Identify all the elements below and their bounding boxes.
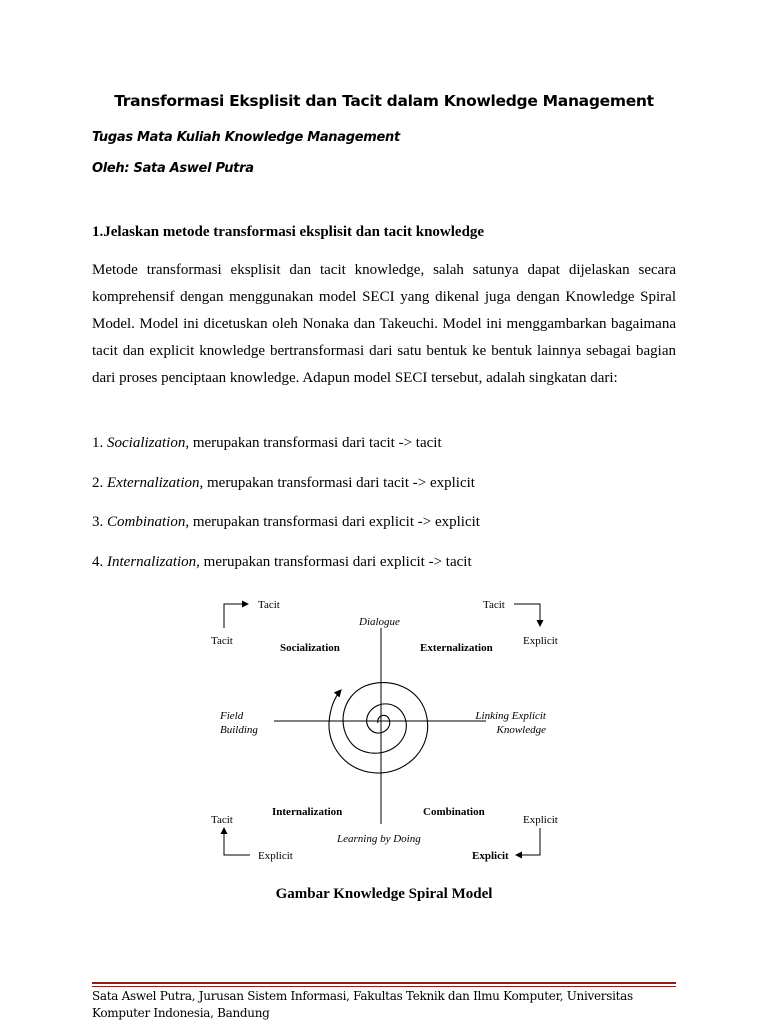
- corner-arrow-bottom-right: [516, 828, 540, 855]
- footer-text: Sata Aswel Putra, Jurusan Sistem Informasi, Fakultas Teknik dan Ilmu Komputer, Universitas Komputer Indonesia, Bandung: [92, 989, 633, 1020]
- quadrant-combination: Combination: [423, 806, 485, 818]
- label-bottom-right-to: Explicit: [472, 850, 509, 862]
- knowledge-spiral: [329, 683, 428, 773]
- list-desc: , merupakan transformasi dari explicit -> explicit: [185, 514, 480, 530]
- label-bottom-left-to: Tacit: [211, 814, 233, 826]
- footer-divider-thin: [92, 986, 676, 987]
- list-term: Externalization: [107, 475, 200, 491]
- label-top-right-from: Tacit: [483, 599, 505, 611]
- list-term: Combination: [107, 514, 186, 530]
- quadrant-internalization: Internalization: [272, 806, 343, 818]
- axis-label-knowledge: Knowledge: [496, 724, 546, 736]
- quadrant-socialization: Socialization: [280, 642, 340, 654]
- axis-label-field: Field: [220, 710, 244, 722]
- label-top-left-to: Tacit: [258, 599, 280, 611]
- list-number: 3.: [92, 514, 107, 530]
- list-desc: , merupakan transformasi dari tacit -> explicit: [199, 475, 475, 491]
- list-item: [92, 435, 442, 452]
- document-title: Transformasi Eksplisit dan Tacit dalam Knowledge Management: [114, 92, 654, 110]
- label-top-right-to: Explicit: [523, 635, 558, 647]
- corner-arrow-top-left: [224, 604, 248, 628]
- figure-caption: Gambar Knowledge Spiral Model: [275, 886, 493, 902]
- section-heading: 1.Jelaskan metode transformasi eksplisit dan tacit knowledge: [92, 224, 485, 240]
- list-term: Internalization: [107, 554, 197, 570]
- author-line: Oleh: Sata Aswel Putra: [92, 161, 254, 176]
- axis-label-building: Building: [220, 724, 258, 736]
- footer-divider: [92, 982, 676, 984]
- label-bottom-right-from: Explicit: [523, 814, 558, 826]
- list-item: [92, 475, 475, 492]
- axis-label-learning-by-doing: Learning by Doing: [337, 833, 421, 845]
- list-number: 2.: [92, 475, 107, 491]
- course-line: Tugas Mata Kuliah Knowledge Management: [92, 130, 400, 145]
- list-number: 1.: [92, 435, 107, 451]
- axis-label-linking-explicit: Linking Explicit: [475, 710, 546, 722]
- list-desc: , merupakan transformasi dari tacit -> tacit: [185, 435, 442, 451]
- label-top-left-from: Tacit: [211, 635, 233, 647]
- list-item: [92, 514, 480, 531]
- body-paragraph: Metode transformasi eksplisit dan tacit knowledge, salah satunya dapat dijelaskan secara komprehensif dengan menggunakan model SECI yang dikenal juga dengan Knowledge Spiral Model. Model ini dicetuskan oleh Nonaka dan Takeuchi. Model ini menggambarkan bagaimana tacit dan explicit knowledge bertransformasi dari satu bentuk ke bentuk lainnya sebagai bagian dari proses penciptaan knowledge. Adapun model SECI tersebut, adalah singkatan dari:: [92, 262, 676, 386]
- list-desc: , merupakan transformasi dari explicit -> tacit: [196, 554, 472, 570]
- list-item: [92, 554, 472, 571]
- axis-label-dialogue: Dialogue: [359, 616, 400, 628]
- corner-arrow-bottom-left: [224, 828, 250, 855]
- list-term: Socialization: [107, 435, 186, 451]
- label-bottom-left-from: Explicit: [258, 850, 293, 862]
- quadrant-externalization: Externalization: [420, 642, 493, 654]
- corner-arrow-top-right: [514, 604, 540, 626]
- seci-spiral-diagram: [190, 588, 580, 868]
- list-number: 4.: [92, 554, 107, 570]
